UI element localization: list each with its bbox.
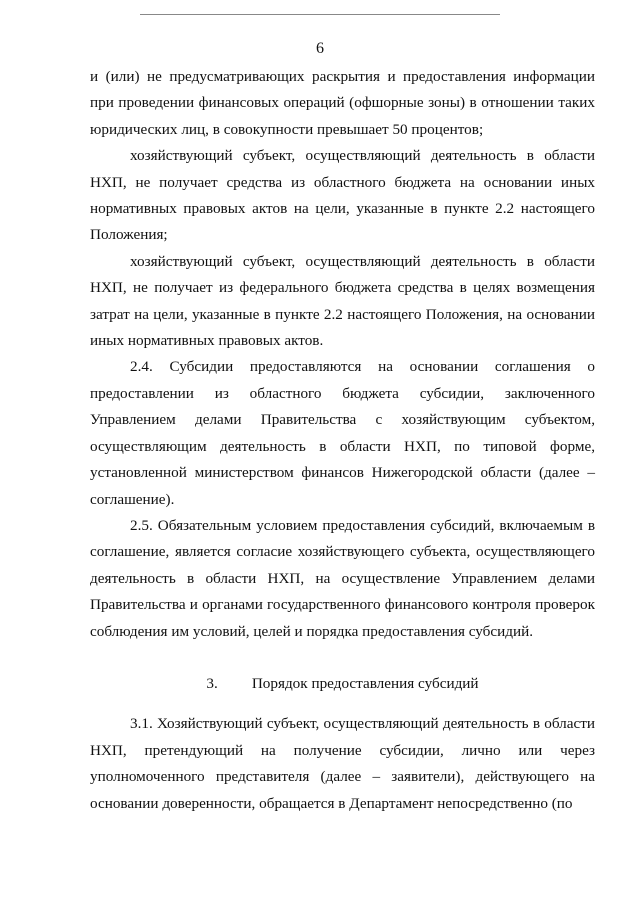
section-number: 3. — [206, 674, 218, 692]
section-title: Порядок предоставления субсидий — [251, 674, 479, 692]
paragraph-clause-3-1: 3.1. Хозяйствующий субъект, осуществляющий деятельность в области НХП, претендующий на получение субсидии, лично или через уполномоченного представителя (далее – заявители), действующего на основании доверенности, обращается в Департамент непосредственно (по — [90, 715, 595, 812]
document-body — [90, 64, 595, 817]
paragraph-condition-regional-budget: хозяйствующий субъект, осуществляющий деятельность в области НХП, не получает средства из областного бюджета на основании иных нормативных правовых актов на цели, указанные в пункте 2.2 настоящего Положения; — [90, 147, 595, 244]
paragraph-clause-2-4: 2.4. Субсидии предоставляются на основании соглашения о предоставлении из областного бюджета субсидии, заключенного Управлением делами Правительства с хозяйствующим субъектом, осуществляющим деятельность в области НХП, по типовой форме, установленной министерством финансов Нижегородской области (далее – соглашение). — [90, 358, 595, 508]
paragraph-condition-federal-budget: хозяйствующий субъект, осуществляющий деятельность в области НХП, не получает из федерального бюджета средства в целях возмещения затрат на цели, указанные в пункте 2.2 настоящего Положения, на основании иных нормативных правовых актов. — [90, 252, 595, 350]
top-rule — [140, 14, 500, 15]
paragraph-clause-2-5: 2.5. Обязательным условием предоставления субсидий, включаемым в соглашение, является согласие хозяйствующего субъекта, осуществляющего деятельность в области НХП, на осуществление Управлением делами Правительства и органами государственного финансового контроля проверок соблюдения им условий, целей и порядка предоставления субсидий. — [90, 516, 595, 640]
paragraph-continuation: и (или) не предусматривающих раскрытия и предоставления информации при проведении финансовых операций (офшорные зоны) в отношении таких юридических лиц, в совокупности превышает 50 процентов; — [90, 68, 595, 138]
section-heading — [90, 671, 595, 697]
page-number: 6 — [316, 40, 324, 57]
